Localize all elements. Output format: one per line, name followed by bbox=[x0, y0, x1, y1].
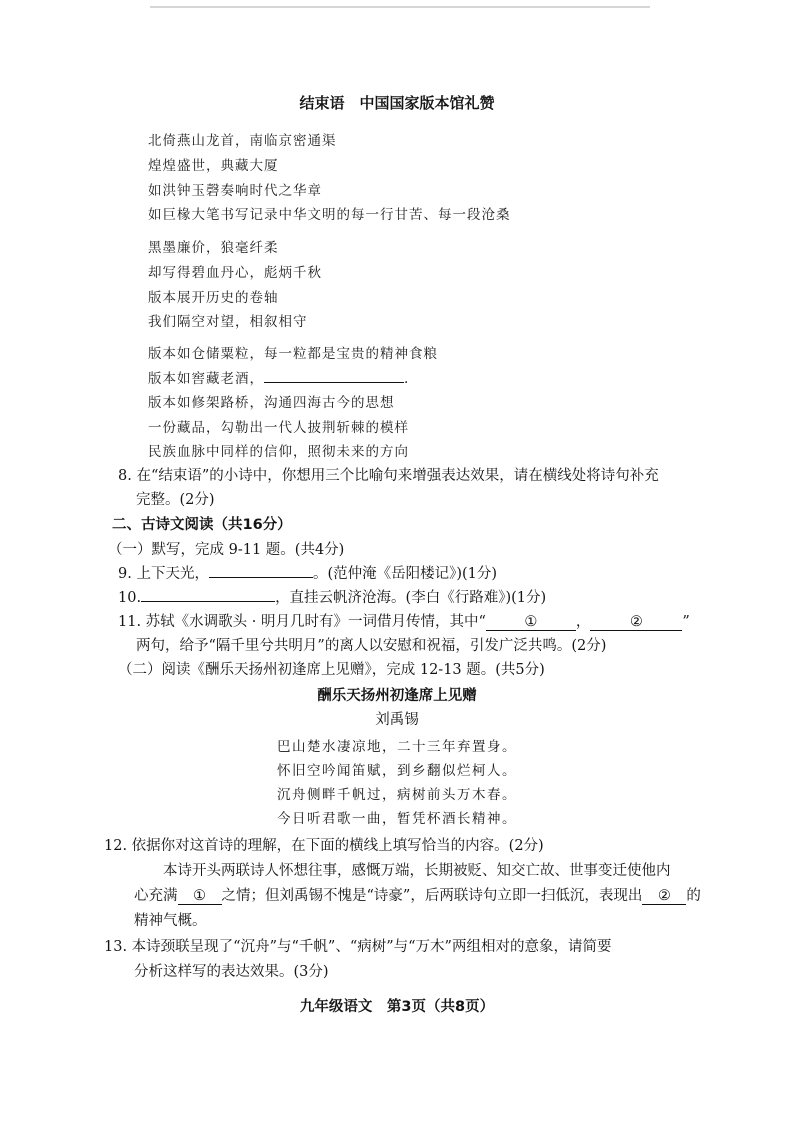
question-10-suffix: ，直挂云帆济沧海。(李白《行路难》)(1分) bbox=[275, 590, 547, 606]
question-10-number: 10. bbox=[118, 590, 142, 606]
question-9-suffix: 。(范仲淹《岳阳楼记》)(1分) bbox=[312, 566, 498, 582]
poem-line: 北倚燕山龙首，南临京密通渠 bbox=[148, 133, 337, 149]
poem-line: 版本展开历史的卷轴 bbox=[148, 290, 279, 306]
part-2-title: （二）阅读《酬乐天扬州初逢席上见赠》，完成 12-13 题。(共5分) bbox=[118, 662, 545, 678]
answer-blank-q11-1[interactable]: ① bbox=[486, 614, 576, 631]
page-footer: 九年级语文 第3页（共8页） bbox=[299, 999, 495, 1015]
answer-blank-q12-1[interactable]: ① bbox=[178, 888, 222, 905]
poem-line: 如洪钟玉磬奏响时代之华章 bbox=[148, 183, 322, 199]
poem-verse: 怀旧空吟闻笛赋，到乡翻似烂柯人。 bbox=[277, 763, 517, 779]
question-12-text-c: 的 bbox=[686, 888, 701, 904]
question-12-line2: 本诗开头两联诗人怀想往事，感慨万端，长期被贬、知交亡故、世事变迁使他内 bbox=[163, 863, 671, 879]
answer-blank-q9[interactable] bbox=[209, 577, 313, 578]
question-11-sep: ， bbox=[575, 614, 591, 630]
poem-verse: 今日听君歌一曲，暂凭杯酒长精神。 bbox=[277, 811, 517, 827]
question-13-line1: 13. 本诗颈联呈现了“沉舟”与“千帆”、“病树”与“万木”两组相对的意象，请简要 bbox=[104, 939, 612, 955]
poem-line: 却写得碧血丹心，彪炳千秋 bbox=[148, 265, 322, 281]
question-10 bbox=[118, 586, 546, 607]
poem-line: 如巨椽大笔书写记录中华文明的每一行甘苦、每一段沧桑 bbox=[148, 207, 511, 223]
poem-author: 刘禹锡 bbox=[375, 712, 419, 728]
poem-line-with-blank: 版本如窖藏老酒， . bbox=[148, 371, 410, 387]
question-9 bbox=[118, 562, 497, 583]
poem-line: 黑墨廉价，狼毫纤柔 bbox=[148, 240, 279, 256]
poem-verse: 沉舟侧畔千帆过，病树前头万木春。 bbox=[277, 787, 517, 803]
poem-line: 我们隔空对望，相叙相守 bbox=[148, 314, 308, 330]
question-12-line3 bbox=[134, 884, 701, 905]
answer-blank-q11-2[interactable]: ② bbox=[590, 614, 682, 631]
question-11-line1 bbox=[118, 610, 690, 631]
question-8-line1: 8. 在“结束语”的小诗中，你想用三个比喻句来增强表达效果，请在横线处将诗句补充 bbox=[118, 468, 659, 484]
question-11-quote-end: ” bbox=[682, 614, 690, 630]
question-12-line4: 精神气概。 bbox=[134, 913, 207, 929]
poem-line: 版本如仓储粟粒，每一粒都是宝贵的精神食粮 bbox=[148, 346, 438, 362]
question-12-line1: 12. 依据你对这首诗的理解，在下面的横线上填写恰当的内容。(2分) bbox=[104, 838, 544, 854]
section-2-title: 二、古诗文阅读（共16分） bbox=[112, 517, 292, 533]
poem-title: 酬乐天扬州初逢席上见赠 bbox=[317, 688, 477, 704]
question-9-prefix: 9. 上下天光， bbox=[118, 566, 209, 582]
poem-verse: 巴山楚水凄凉地，二十三年弃置身。 bbox=[277, 739, 517, 755]
question-11-prefix: 11. 苏轼《水调歌头 · 明月几时有》一词借月传情，其中“ bbox=[118, 614, 486, 630]
poem-line: 版本如修架路桥，沟通四海古今的思想 bbox=[148, 395, 395, 411]
question-12-text-b: 之情；但刘禹锡不愧是“诗豪”，后两联诗句立即一扫低沉，表现出 bbox=[221, 888, 643, 904]
question-11-line2: 两句，给予“隔千里兮共明月”的离人以安慰和祝福，引发广泛共鸣。(2分) bbox=[136, 638, 607, 654]
poem-line: 民族血脉中同样的信仰，照彻未来的方向 bbox=[148, 444, 409, 460]
scan-edge bbox=[150, 0, 650, 8]
part-1-title: （一）默写，完成 9-11 题。(共4分) bbox=[108, 542, 345, 558]
poem-line-text: 版本如窖藏老酒， bbox=[148, 371, 264, 387]
question-12-text-a: 心充满 bbox=[134, 888, 178, 904]
question-13-line2: 分析这样写的表达效果。(3分) bbox=[134, 964, 329, 980]
closing-heading: 结束语 中国国家版本馆礼赞 bbox=[299, 94, 495, 112]
poem-line: 一份藏品，勾勒出一代人披荆斩棘的模样 bbox=[148, 420, 409, 436]
question-8-line2: 完整。(2分) bbox=[136, 492, 215, 508]
poem-line: 煌煌盛世，典藏大厦 bbox=[148, 158, 279, 174]
answer-blank-q10[interactable] bbox=[141, 601, 275, 602]
answer-blank[interactable] bbox=[264, 382, 404, 383]
answer-blank-q12-2[interactable]: ② bbox=[642, 888, 686, 905]
